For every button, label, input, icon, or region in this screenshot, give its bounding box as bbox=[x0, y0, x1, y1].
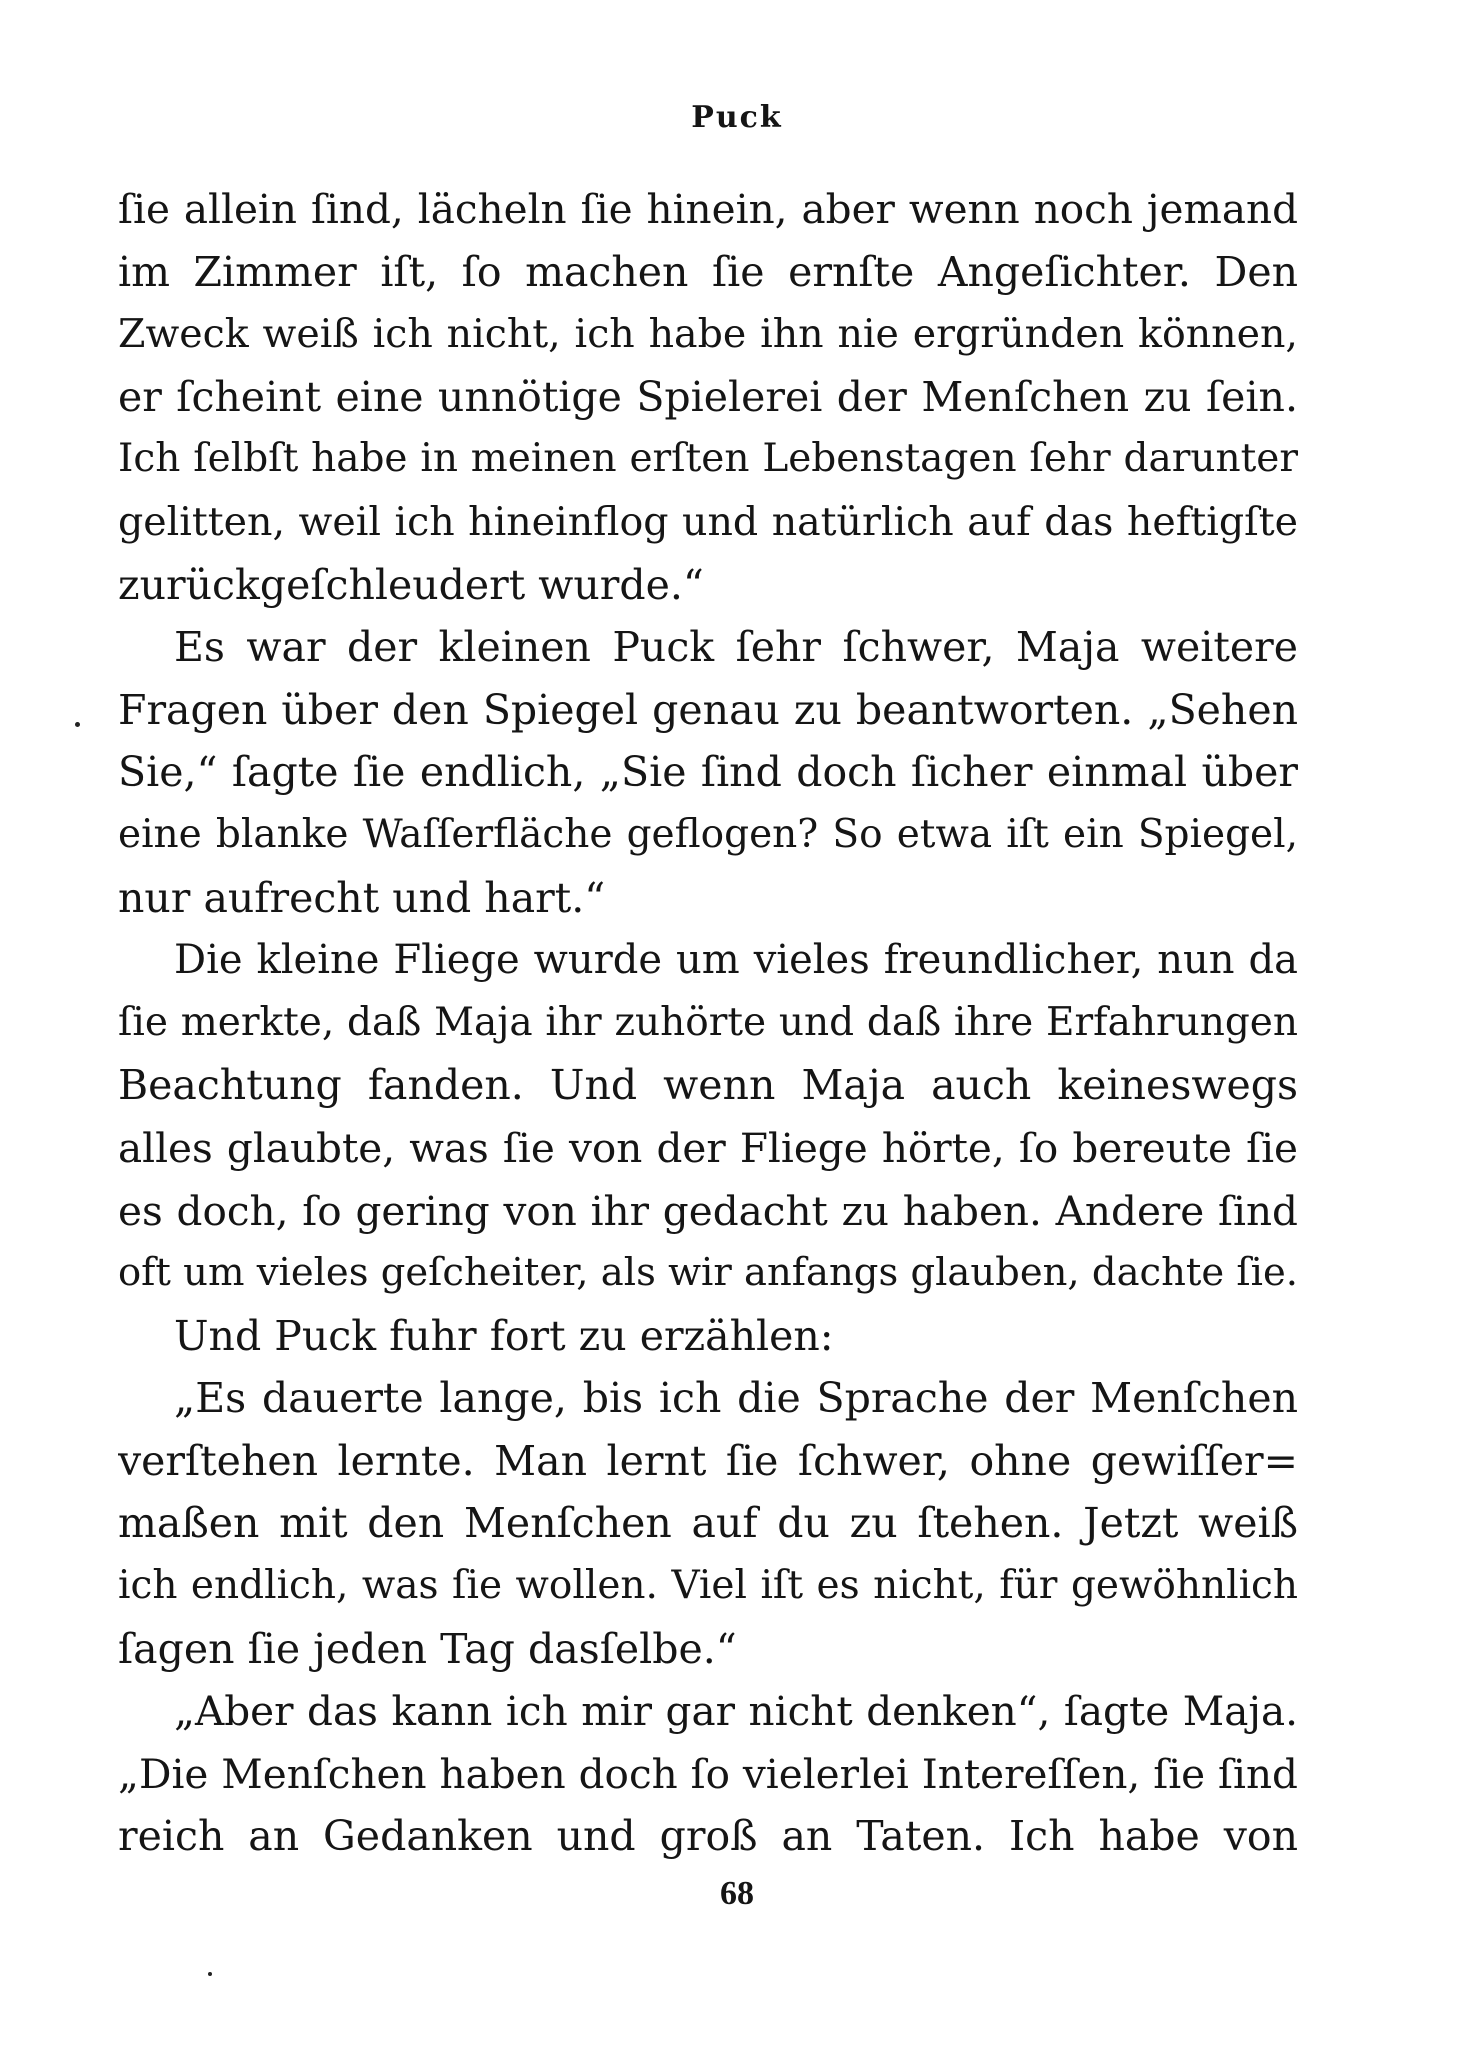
text-line: Sie,“ ſagte ſie endlich, „Sie ſind doch ſicher einmal über bbox=[118, 748, 1298, 797]
text-line: nur aufrecht und hart.“ bbox=[118, 873, 606, 922]
text-line: „Aber das kann ich mir gar nicht denken“, ſagte Maja. bbox=[174, 1687, 1298, 1736]
ink-speck bbox=[208, 1972, 212, 1976]
text-line: Es war der kleinen Puck ſehr ſchwer, Maja weitere bbox=[174, 623, 1298, 672]
text-line: oft um vieles geſcheiter, als wir anfangs glauben, dachte ſie. bbox=[118, 1250, 1298, 1296]
text-line: Beachtung fanden. Und wenn Maja auch keineswegs bbox=[118, 1061, 1298, 1110]
text-line: verſtehen lernte. Man lernt ſie ſchwer, ohne gewiſſer= bbox=[118, 1436, 1298, 1485]
text-line: gelitten, weil ich hineinflog und natürlich auf das heftigſte bbox=[118, 498, 1298, 545]
body-text bbox=[118, 178, 1298, 1868]
text-line: Zweck weiß ich nicht, ich habe ihn nie ergründen können, bbox=[118, 311, 1298, 358]
text-line: im Zimmer iſt, ſo machen ſie ernſte Angeſichter. Den bbox=[118, 247, 1298, 296]
text-line: ſie allein ſind, lächeln ſie hinein, aber wenn noch jemand bbox=[118, 185, 1298, 233]
running-head: Puck bbox=[691, 100, 783, 135]
text-line: ſagen ſie jeden Tag dasſelbe.“ bbox=[118, 1624, 737, 1673]
text-line: er ſcheint eine unnötige Spielerei der Menſchen zu ſein. bbox=[118, 372, 1298, 421]
text-line: Und Puck fuhr fort zu erzählen: bbox=[174, 1311, 834, 1360]
text-line: maßen mit den Menſchen auf du zu ſtehen. Jetzt weiß bbox=[118, 1499, 1298, 1548]
text-line: Die kleine Fliege wurde um vieles freundlicher, nun da bbox=[174, 937, 1298, 984]
text-line: ſie merkte, daß Maja ihr zuhörte und daß ihre Erfahrungen bbox=[118, 999, 1298, 1045]
ink-speck bbox=[75, 722, 80, 727]
text-line: es doch, ſo gering von ihr gedacht zu haben. Andere ſind bbox=[118, 1186, 1298, 1235]
text-line: „Es dauerte lange, bis ich die Sprache der Menſchen bbox=[174, 1374, 1298, 1423]
text-line: Fragen über den Spiegel genau zu beantworten. „Sehen bbox=[118, 685, 1298, 734]
text-line: alles glaubte, was ſie von der Fliege hörte, ſo bereute ſie bbox=[118, 1123, 1298, 1172]
text-line: reich an Gedanken und groß an Taten. Ich habe von bbox=[118, 1812, 1298, 1861]
text-line: eine blanke Waſſerfläche geflogen? So etwa iſt ein Spiegel, bbox=[118, 811, 1298, 857]
text-line: ich endlich, was ſie wollen. Viel iſt es nicht, für gewöhnlich bbox=[118, 1563, 1298, 1609]
text-line: „Die Menſchen haben doch ſo vielerlei Intereſſen, ſie ſind bbox=[118, 1749, 1298, 1798]
text-line: Ich ſelbſt habe in meinen erſten Lebenstagen ſehr darunter bbox=[118, 436, 1298, 482]
text-line: zurückgeſchleudert wurde.“ bbox=[118, 560, 704, 609]
page-number: 68 bbox=[720, 1875, 754, 1912]
